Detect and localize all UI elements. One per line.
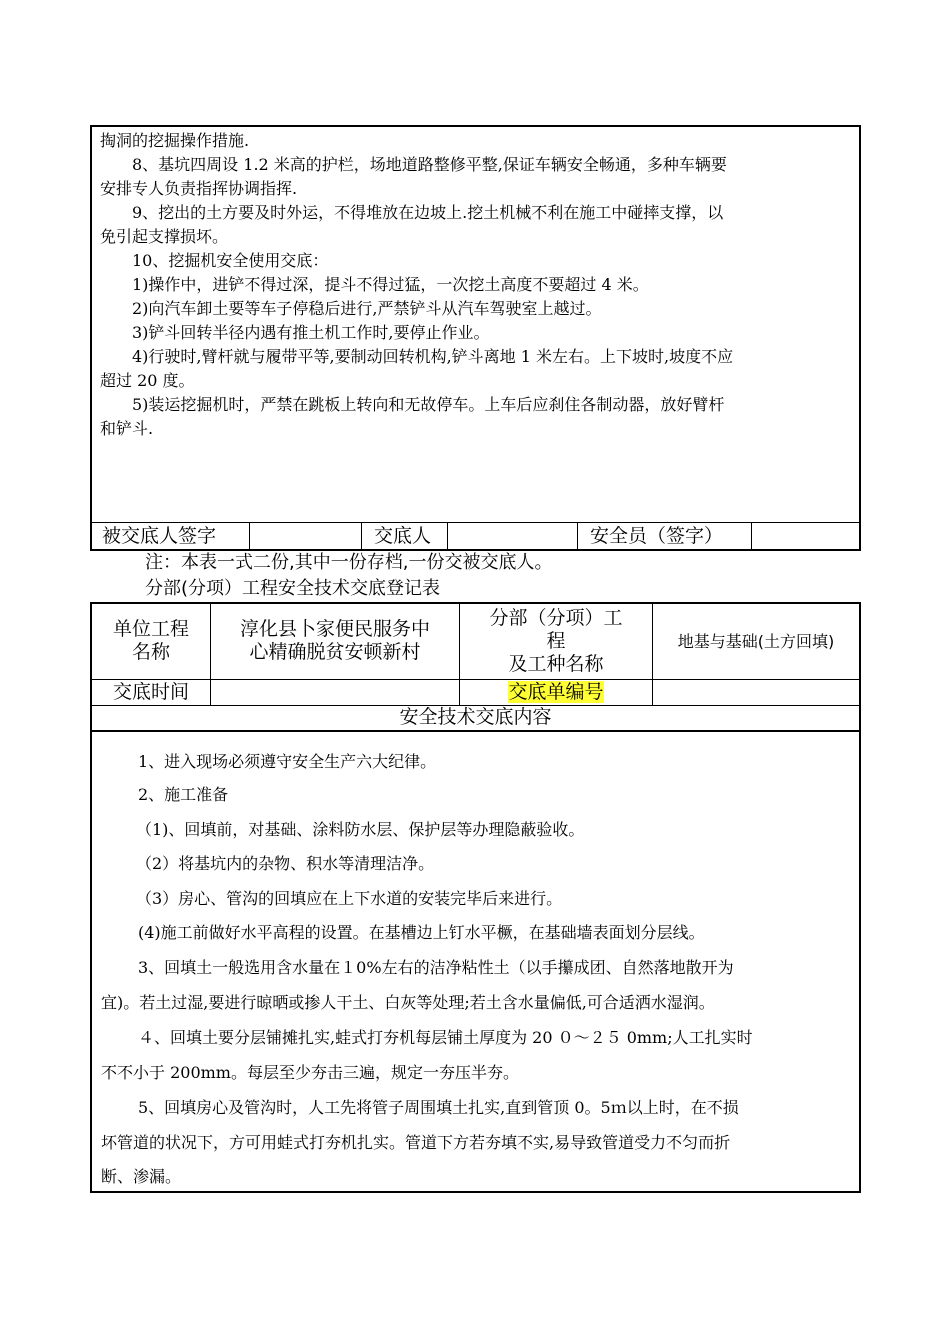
number-value[interactable] [653,679,861,705]
upper-line: 和铲斗. [100,419,154,438]
upper-line: 10、挖掘机安全使用交底： [132,251,329,270]
content-item: ４、回填土要分层铺摊扎实,蛙式打夯机每层铺土厚度为 20 ０～２５ 0mm;人工扎实时 [138,1028,753,1047]
unit-label-cell [91,603,211,679]
content-item: 断、渗漏。 [101,1167,182,1186]
part-label-line3: 及工种名称 [508,652,604,675]
part-label-line2: 程 [546,629,566,652]
unit-label-line1: 单位工程 [112,618,189,641]
part-label-line1: 分部（分项）工 [489,606,623,629]
upper-line: 8、基坑四周设 1.2 米高的护栏，场地道路整修平整,保证车辆安全畅通，多种车辆要 [132,155,727,174]
upper-line: 3)铲斗回转半径内遇有推土机工作时,要停止作业。 [132,323,490,342]
header-table [90,602,861,732]
giver-field[interactable] [448,523,578,550]
signature-row [90,522,861,550]
part-value-cell[interactable] [653,603,861,679]
upper-line: 2)向汽车卸土要等车子停稳后进行,严禁铲斗从汽车驾驶室上越过。 [132,299,602,318]
upper-line: 9、挖出的土方要及时外运，不得堆放在边坡上.挖土机械不利在施工中碰摔支撑，以 [132,203,724,222]
safety-officer-label: 安全员（签字） [578,523,752,550]
part-value: 地基与基础(土方回填) [677,631,835,651]
content-item: 宜)。若土过湿,要进行晾晒或掺人干土、白灰等处理;若土含水量偏低,可合适洒水湿润。 [101,993,715,1012]
content-item: 1、进入现场必须遵守安全生产六大纪律。 [138,752,437,771]
number-label-cell [460,679,653,705]
content-label: 安全技术交底内容 [91,705,860,731]
upper-line: 4)行驶时,臂杆就与履带平等,要制动回转机构,铲斗离地 1 米左右。上下坡时,坡度不应 [132,347,734,366]
receiver-signature-field[interactable] [250,523,362,550]
unit-value-cell[interactable] [211,603,460,679]
content-item: 3、回填土一般选用含水量在１0%左右的洁净粘性土（以手攥成团、自然落地散开为 [138,958,734,977]
unit-label-line2: 名称 [131,641,170,664]
part-label-cell [460,603,653,679]
time-value[interactable] [211,679,460,705]
upper-line: 5)装运挖掘机时，严禁在跳板上转向和无故停车。上车后应刹住各制动器，放好臂杆 [132,395,725,414]
content-item: （3）房心、管沟的回填应在上下水道的安装完毕后来进行。 [136,889,563,908]
number-label: 交底单编号 [508,680,604,703]
content-item: （2）将基坑内的杂物、积水等清理洁净。 [136,854,435,873]
receiver-signature-label: 被交底人签字 [90,523,250,550]
unit-value-line2: 心精确脱贫安顿新村 [249,641,421,664]
upper-line: 安排专人负责指挥协调指挥. [100,179,298,198]
content-item: 不不小于 200mm。每层至少夯击三遍，规定一夯压半夯。 [101,1063,519,1082]
upper-content-box [90,125,861,551]
content-item: （1)、回填前，对基础、涂料防水层、保护层等办理隐蔽验收。 [136,820,585,839]
table-note: 注：本表一式二份,其中一份存档,一份交被交底人。 [145,552,553,573]
time-label: 交底时间 [91,679,211,705]
upper-line: 超过 20 度。 [100,371,195,390]
giver-label: 交底人 [362,523,448,550]
upper-line: 1)操作中，进铲不得过深，提斗不得过猛，一次挖土高度不要超过 4 米。 [132,275,649,294]
content-item: 5、回填房心及管沟时，人工先将管子周围填土扎实,直到管顶 0。5ｍ以上时，在不损 [138,1098,739,1117]
content-item: 2、施工准备 [138,785,229,804]
safety-content-box [90,730,861,1193]
content-item: (4)施工前做好水平高程的设置。在基槽边上钉水平橛，在基础墙表面划分层线。 [138,923,705,942]
upper-line: 掏洞的挖掘操作措施. [100,131,250,150]
content-item: 坏管道的状况下，方可用蛙式打夯机扎实。管道下方若夯填不实,易导致管道受力不匀而折 [101,1133,731,1152]
unit-value-line1: 淳化县卜家便民服务中 [239,618,430,641]
upper-line: 免引起支撑损坏。 [100,227,229,246]
form-title: 分部(分项）工程安全技术交底登记表 [145,578,441,599]
safety-officer-field[interactable] [752,523,859,550]
